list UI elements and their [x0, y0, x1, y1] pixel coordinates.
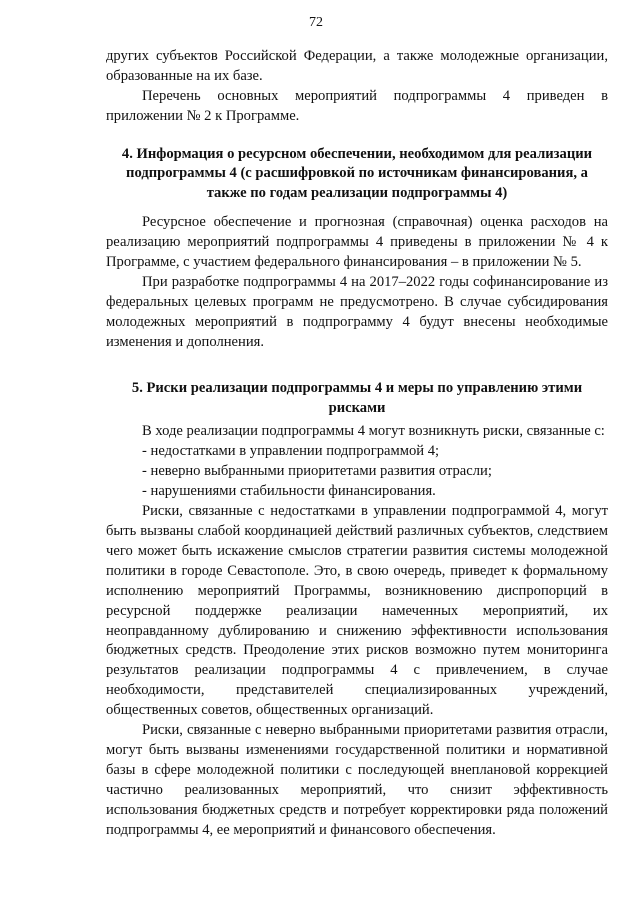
document-body [106, 47, 608, 841]
risk-list-item: - нарушениями стабильности финансирования. [142, 483, 436, 500]
section-4-paragraph-cofinancing: При разработке подпрограммы 4 на 2017–2022 годы софинансирование из федеральных целевых программ не предусмотрено. В случае субсидирования молодежных мероприятий в подпрограмму 4 будут внесены необходимые изменения и дополнения. [106, 273, 608, 350]
section-4-heading: 4. Информация о ресурсном обеспечении, необходимом для реализации подпрограммы 4 (с расшифровкой по источникам финансирования, а также по годам реализации подпрограммы 4) [121, 145, 593, 201]
section-5-paragraph-priority-risks: Риски, связанные с неверно выбранными приоритетами развития отрасли, могут быть вызваны изменениями государственной политики и нормативной базы в сфере молодежной политики с последующей внеплановой коррекцией частично реализованных мероприятий, что снизит эффективность использования бюджетных средств и потребует корректировки ряда положений подпрограммы 4, ее мероприятий и финансового обеспечения. [106, 722, 608, 838]
risk-list-item: - неверно выбранными приоритетами развития отрасли; [142, 463, 492, 480]
risk-list-item: - недостатками в управлении подпрограммой 4; [142, 443, 440, 460]
paragraph-events-list: Перечень основных мероприятий подпрограммы 4 приведен в приложении № 2 к Программе. [106, 87, 608, 124]
paragraph-continued: других субъектов Российской Федерации, а также молодежные организации, образованные на их базе. [106, 48, 608, 84]
section-5-heading: 5. Риски реализации подпрограммы 4 и меры по управлению этими рисками [131, 380, 583, 416]
section-4-paragraph-resources: Ресурсное обеспечение и прогнозная (справочная) оценка расходов на реализацию мероприятий подпрограммы 4 приведены в приложении № 4 к Программе, с участием федерального финансирования – в приложении № 5. [106, 214, 608, 270]
page-number: 72 [309, 15, 323, 30]
section-5-intro: В ходе реализации подпрограммы 4 могут возникнуть риски, связанные с: [142, 423, 605, 440]
section-5-paragraph-management-risks: Риски, связанные с недостатками в управлении подпрограммой 4, могут быть вызваны слабой координацией действий различных субъектов, следствием чего может быть искажение смыслов стратегии развития системы молодежной политики в городе Севастополе. Это, в свою очередь, приведет к формальному исполнению мероприятий Программы, возникновению диспропорций в ресурсной поддержке реализации намеченных мероприятий, их неоправданному дублированию и снижению эффективности использования бюджетных средств. Преодоление этих рисков возможно путем мониторинга результатов реализации подпрограммы 4 с привлечением, в случае необходимости, представителей специализированных учреждений, общественных советов, общественных организаций. [106, 503, 608, 719]
